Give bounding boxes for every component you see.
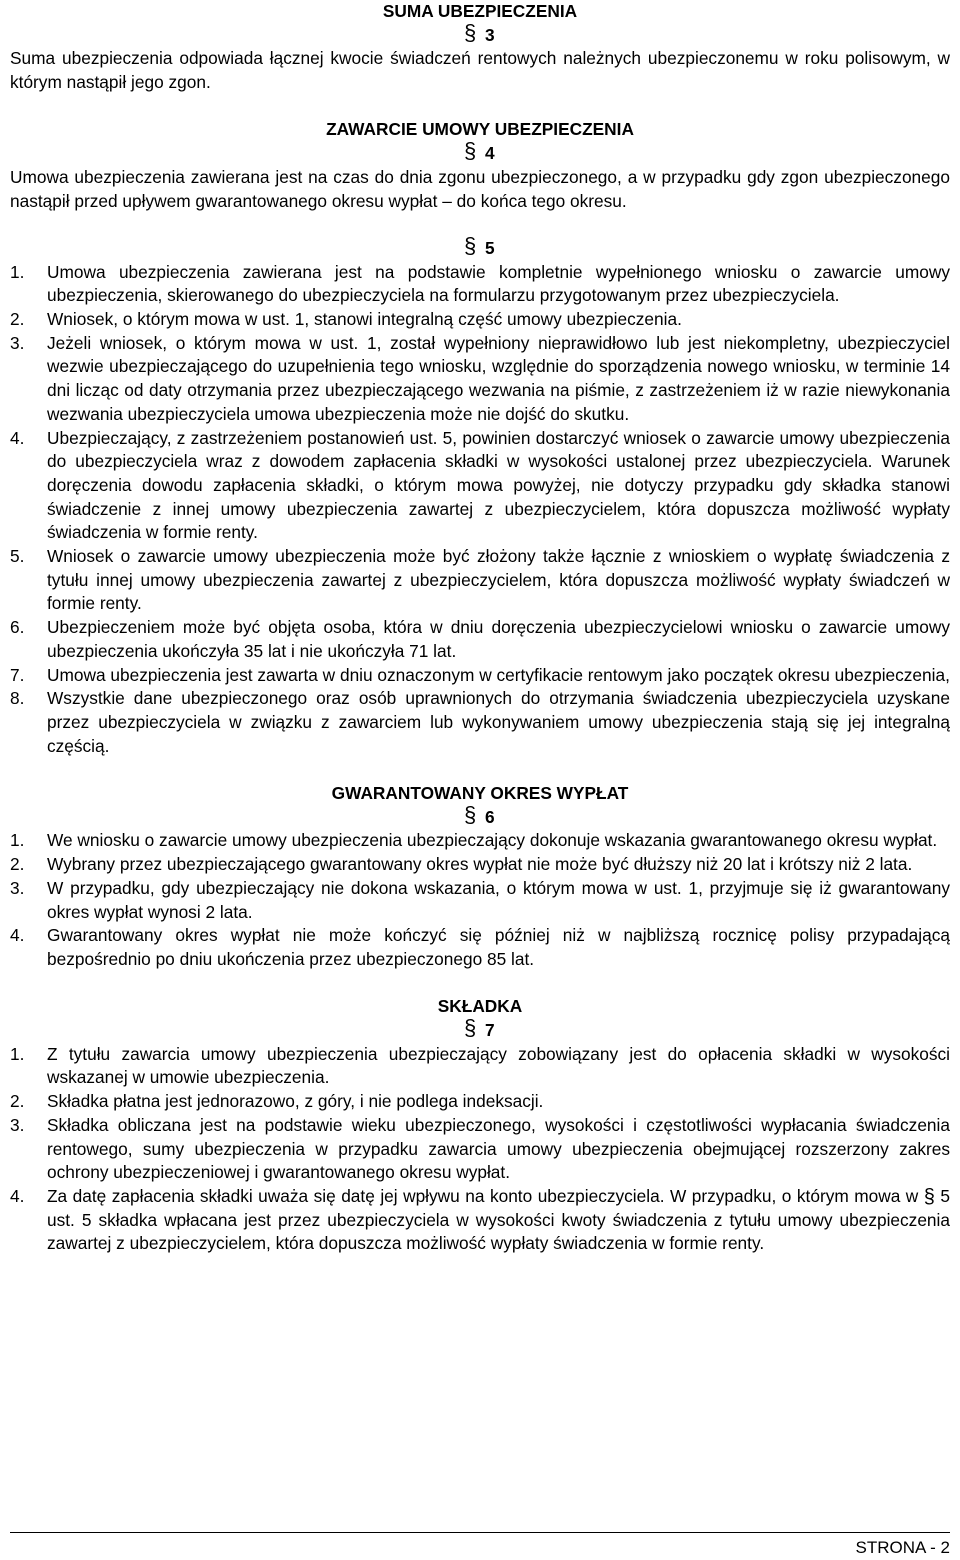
list-item: 6. Ubezpieczeniem może być objęta osoba, która w dniu doręczenia ubezpieczycielowi wniosku o zawarcie umowy ubezpieczenia ukończyła 35 lat i nie ukończyła 71 lat. [10, 617, 950, 661]
section-heading-gwarantowany: GWARANTOWANY OKRES WYPŁAT [331, 783, 629, 804]
section-5-list [10, 261, 950, 759]
paragraph-number-3: § 3 [464, 19, 495, 45]
list-item: 1. Umowa ubezpieczenia zawierana jest na podstawie kompletnie wypełnionego wniosku o zawarcie umowy ubezpieczenia, skierowanego do ubezpieczyciela na formularzu przygotowanym przez ubezpieczyciela. [10, 261, 950, 306]
list-item: 2. Składka płatna jest jednorazowo, z góry, i nie podlega indeksacji. [10, 1091, 544, 1112]
section-sign: § [464, 1015, 477, 1041]
list-item: 2. Wniosek, o którym mowa w ust. 1, stanowi integralną część umowy ubezpieczenia. [10, 309, 682, 330]
section-sign: § [923, 1185, 935, 1208]
section-heading-suma: SUMA UBEZPIECZENIA [382, 1, 578, 21]
list-item: 7. Umowa ubezpieczenia jest zawarta w dniu oznaczonym w certyfikacie rentowym jako początek okresu ubezpieczenia, [10, 664, 950, 685]
list-item: 2. Wybrany przez ubezpieczającego gwarantowany okres wypłat nie może być dłuższy niż 20 lat i krótszy niż 2 lata. [10, 854, 913, 875]
list-item: 1. We wniosku o zawarcie umowy ubezpieczenia ubezpieczający dokonuje wskazania gwarantowanego okresu wypłat. [10, 830, 938, 851]
section-7-list [10, 1043, 950, 1256]
document-page [10, 0, 950, 1256]
list-item: 4. Gwarantowany okres wypłat nie może kończyć się później niż w najbliższą rocznicę polisy przypadającą bezpośrednio po dniu ukończenia przez ubezpieczonego 85 lat. [10, 925, 950, 969]
footer-divider [10, 1532, 950, 1533]
list-item: 4. Za datę zapłacenia składki uważa się datę jej wpływu na konto ubezpieczyciela. W przypadku, o którym mowa w § 5 ust. 5 składka wpłacana jest przez ubezpieczyciela w wysokości kwoty świadczenia z tytułu umowy ubezpieczenia zawartej z ubezpieczycielem, która dopuszcza możliwość wypłaty świadczenia w formie renty. [10, 1185, 950, 1254]
paragraph-number-5: § 5 [464, 232, 495, 258]
paragraph-number-4: § 4 [464, 138, 495, 164]
section-4-text: Umowa ubezpieczenia zawierana jest na czas do dnia zgonu ubezpieczonego, a w przypadku gdy zgon ubezpieczonego nastąpił przed upływem gwarantowanego okresu wypłat – do końca tego okresu. [10, 166, 950, 211]
list-item: 3. W przypadku, gdy ubezpieczający nie dokona wskazania, o którym mowa w ust. 1, przyjmuje się iż gwarantowany okres wypłat wynosi 2 lata. [10, 877, 950, 922]
section-sign: § [464, 801, 477, 827]
section-sign: § [464, 138, 477, 164]
section-sign: § [464, 19, 477, 45]
list-item: 1. Z tytułu zawarcia umowy ubezpieczenia ubezpieczający zobowiązany jest do opłacenia składki w wysokości wskazanej w umowie ubezpieczenia. [10, 1043, 950, 1088]
section-heading-skladka: SKŁADKA [437, 996, 523, 1017]
list-item: 3. Składka obliczana jest na podstawie wieku ubezpieczonego, wysokości i częstotliwości wypłacania świadczenia rentowego, sumy ubezpieczenia w przypadku zawarcia umowy ubezpieczenia obejmującej rozszerzony zakres ochrony ubezpieczeniowej i gwarantowanego okresu wypłat. [10, 1114, 950, 1183]
list-item: 4. Ubezpieczający, z zastrzeżeniem postanowień ust. 5, powinien dostarczyć wniosek o zawarcie umowy ubezpieczenia do ubezpieczyciela wraz z dowodem zapłacenia składki w wysokości ustalonej przez ubezpieczyciela. Warunek doręczenia dowodu zapłacenia składki, o którym mowa powyżej, nie dotyczy przypadku gdy składka stanowi świadczenie z innej umowy ubezpieczenia zawartej z ubezpieczycielem, która dopuszcza możliwość wypłaty świadczenia w formie renty. [10, 427, 950, 543]
paragraph-number-7: § 7 [464, 1015, 495, 1041]
section-3-text: Suma ubezpieczenia odpowiada łącznej kwocie świadczeń rentowych należnych ubezpieczonemu w roku polisowym, w którym nastąpił jego zgon. [10, 48, 950, 93]
section-6-list [10, 829, 950, 971]
list-item: 5. Wniosek o zawarcie umowy ubezpieczenia może być złożony także łącznie z wnioskiem o wypłatę świadczenia z tytułu innej umowy ubezpieczenia zawartej z ubezpieczycielem, która dopuszcza możliwość wypłaty świadczeń w formie renty. [10, 546, 950, 614]
list-item: 8. Wszystkie dane ubezpieczonego oraz osób uprawnionych do otrzymania świadczenia ubezpieczyciela uzyskane przez ubezpieczyciela w związku z zawarciem lub wykonywaniem umowy ubezpieczenia stają się jej integralną częścią. [10, 688, 950, 756]
list-item: 3. Jeżeli wniosek, o którym mowa w ust. 1, został wypełniony nieprawidłowo lub jest niekompletny, ubezpieczyciel wezwie ubezpieczającego do uzupełnienia tego wniosku, względnie do sporządzenia nowego wniosku, w terminie 14 dni licząc od daty otrzymania przez ubezpieczającego wezwania na piśmie, z zastrzeżeniem iż w razie niewykonania wezwania ubezpieczyciela umowa ubezpieczenia może nie dojść do skutku. [10, 332, 950, 424]
page-number-footer: STRONA - 2 [855, 1538, 950, 1557]
paragraph-number-6: § 6 [464, 801, 495, 827]
section-sign: § [464, 232, 477, 258]
section-heading-zawarcie: ZAWARCIE UMOWY UBEZPIECZENIA [326, 119, 634, 140]
